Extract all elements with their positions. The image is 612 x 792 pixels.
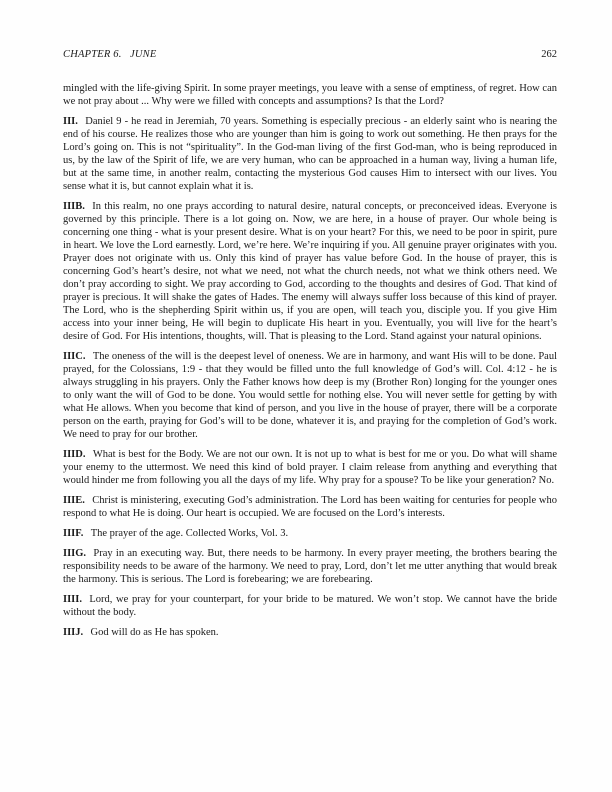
section-label: IIIC. bbox=[63, 351, 86, 362]
paragraph bbox=[63, 448, 557, 487]
paragraph bbox=[63, 82, 557, 108]
paragraph bbox=[63, 200, 557, 343]
paragraph bbox=[63, 547, 557, 586]
running-head bbox=[63, 48, 156, 61]
section-label: IIII. bbox=[63, 594, 82, 605]
paragraph bbox=[63, 115, 557, 193]
running-head-chapter: CHAPTER 6. bbox=[63, 49, 122, 60]
paragraph-text: The oneness of the will is the deepest level of oneness. We are in harmony, and want His will to be done. Paul prayed, for the Colossians, 1:9 - that they would be filled unto the full knowledge of God’s will. Col. 4:12 - he is always struggling in his prayers. Only the Father knows how deep is my (Brother Ron) longing for the younger ones to only want the will of God to be done. You would settle for nothing else. You will never settle for getting by with what He allows. When you become that kind of person, and you live in the house of prayer, there will be a corporate person on the earth, praying for God’s will to be done, whatever it is, and praying for the completion of God’s work. We need to pray for our brother. bbox=[63, 351, 557, 440]
paragraph-text: Lord, we pray for your counterpart, for your bride to be matured. We won’t stop. We cannot have the bride without the body. bbox=[63, 594, 557, 618]
paragraph-text: Pray in an executing way. But, there needs to be harmony. In every prayer meeting, the brothers bearing the responsibility needs to be aware of the harmony. We need to pray, Lord, don’t let me utter anything that would break the harmony. This is serious. The Lord is forebearing; we are forebearing. bbox=[63, 548, 557, 585]
paragraph-text: In this realm, no one prays according to natural desire, natural concepts, or preconceived ideas. Everyone is governed by this principle. There is a lot going on. Now, we are here, in a house of prayer. Our whole being is concerning one thing - what is your present desire. What is on your heart? For this, we need to be poor in spirit, pure in heart. We love the Lord earnestly. Lord, we’re here. We’re inquiring if you. All genuine prayer originates with you. Prayer does not originate with us. Only this kind of prayer has value before God. In the house of prayer, this is concerning God’s heart’s desire, not what we need, not what the church needs, not what we think others need. We don’t pray according to sight. We pray according to God, according to the thoughts and desires of God. That kind of prayer is precious. It will shake the gates of Hades. The enemy will always suffer loss because of this kind of prayer. The Lord, who is the shepherding Spirit within us, if you are open, will teach you, disciple you. If you give Him access into your inner being, He will begin to duplicate His heart in you. Eventually, you will live for the heart’s desire of God. For His intentions, thoughts, will. That is pleasing to the Lord. Stand against your natural opinions. bbox=[63, 201, 557, 342]
paragraph bbox=[63, 350, 557, 441]
paragraph-text: Daniel 9 - he read in Jeremiah, 70 years. Something is especially precious - an elderly saint who is nearing the end of his course. He realizes those who are younger than him is going to work out something. He then prays for the Lord’s going on. This is not “spirituality”. In the God-man living of the first God-man, who is being reproduced in us, by the law of the Spirit of life, we are very human, who can be approached in a human way, living a human life, but at the same time, in another realm, contacting the mysterious God causes Him to intersect with our lives. You sense what it is, but cannot explain what it is. bbox=[63, 116, 557, 192]
section-label: III. bbox=[63, 116, 78, 127]
paragraph bbox=[63, 593, 557, 619]
paragraph bbox=[63, 494, 557, 520]
page-header bbox=[63, 48, 557, 61]
paragraph-text: Christ is ministering, executing God’s administration. The Lord has been waiting for centuries for people who respond to what He is doing. Our heart is occupied. We are focused on the Lord’s interests. bbox=[63, 495, 557, 519]
section-label: IIIF. bbox=[63, 528, 84, 539]
section-label: IIIJ. bbox=[63, 627, 84, 638]
section-label: IIIB. bbox=[63, 201, 85, 212]
paragraph bbox=[63, 626, 557, 639]
paragraph bbox=[63, 527, 557, 540]
paragraph-text: What is best for the Body. We are not our own. It is not up to what is best for me or you. Do what will shame your enemy to the uttermost. We need this kind of bold prayer. I claim release from anything and everything that would hinder me from following you all the days of my life. Why pray for a spouse? To be like your generation? No. bbox=[63, 449, 557, 486]
running-head-section: JUNE bbox=[129, 49, 157, 60]
section-label: IIIE. bbox=[63, 495, 85, 506]
section-label: IIID. bbox=[63, 449, 86, 460]
paragraph-text: God will do as He has spoken. bbox=[90, 627, 219, 638]
paragraph-text: The prayer of the age. Collected Works, Vol. 3. bbox=[90, 528, 289, 539]
page-number: 262 bbox=[541, 49, 557, 60]
paragraph-text: mingled with the life-giving Spirit. In some prayer meetings, you leave with a sense of emptiness, of regret. How can we not pray about ... Why were we filled with concepts and assumptions? Is that the Lord? bbox=[63, 83, 557, 107]
page-body bbox=[63, 82, 557, 639]
section-label: IIIG. bbox=[63, 548, 87, 559]
